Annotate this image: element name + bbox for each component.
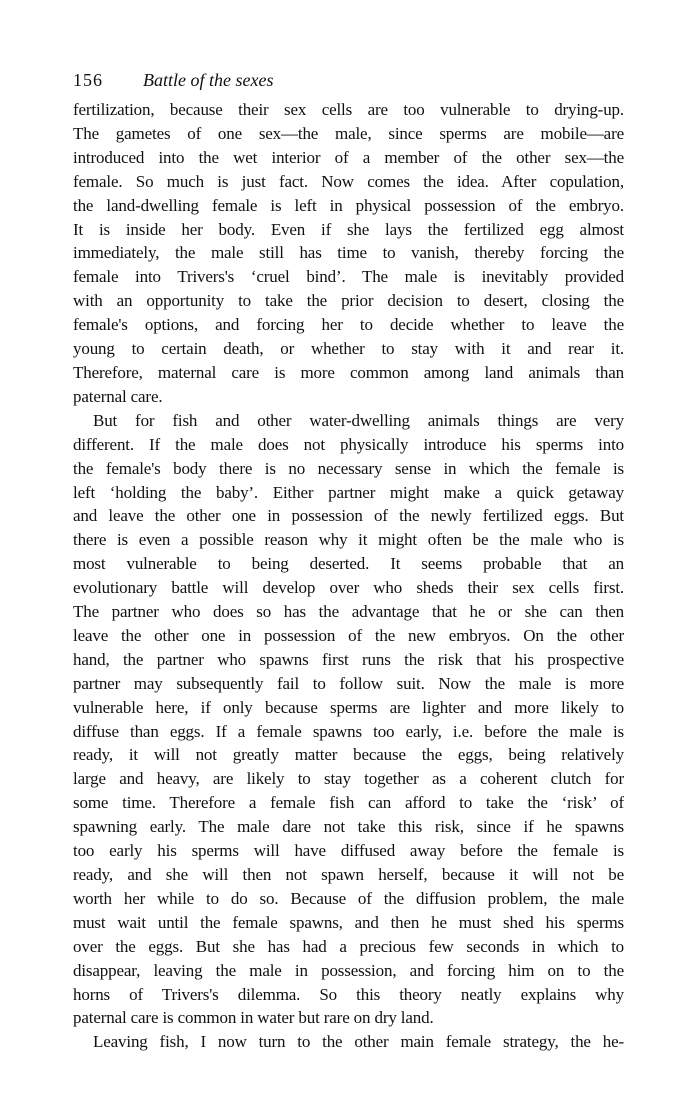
text-line: with an opportunity to take the prior decision to desert, closing the	[73, 291, 624, 311]
text-line: disappear, leaving the male in possession, and forcing him on to the	[73, 960, 624, 980]
running-head	[73, 68, 624, 98]
text-line: the land-dwelling female is left in physical possession of the embryo.	[73, 195, 624, 215]
text-line: leave the other one in possession of the new embryos. On the other	[73, 625, 624, 645]
text-line: ready, it will not greatly matter because the eggs, being relatively	[73, 745, 624, 765]
text-line: young to certain death, or whether to stay with it and rear it.	[73, 339, 624, 359]
text-line: evolutionary battle will develop over who sheds their sex cells first.	[73, 578, 624, 598]
book-page	[73, 68, 624, 1054]
paragraph	[73, 98, 624, 409]
text-line: there is even a possible reason why it might often be the male who is	[73, 530, 624, 550]
text-line: over the eggs. But she has had a precious few seconds in which to	[73, 936, 624, 956]
text-line: left ‘holding the baby’. Either partner might make a quick getaway	[73, 482, 624, 502]
text-line: female. So much is just fact. Now comes the idea. After copulation,	[73, 171, 624, 191]
text-line: and leave the other one in possession of the newly fertilized eggs. But	[73, 506, 624, 526]
text-line: horns of Trivers's dilemma. So this theory neatly explains why	[73, 984, 624, 1004]
running-title: Battle of the sexes	[143, 70, 274, 90]
text-line: vulnerable here, if only because sperms are lighter and more likely to	[73, 697, 624, 717]
text-line: female into Trivers's ‘cruel bind’. The male is inevitably provided	[73, 267, 624, 287]
text-line: fertilization, because their sex cells are too vulnerable to drying-up.	[73, 100, 624, 119]
text-line: hand, the partner who spawns first runs the risk that his prospective	[73, 649, 624, 669]
body-text	[73, 98, 624, 1054]
text-line: diffuse than eggs. If a female spawns too early, i.e. before the male is	[73, 721, 624, 741]
text-line: Leaving fish, I now turn to the other main female strategy, the he-	[93, 1032, 624, 1052]
text-line: ready, and she will then not spawn herself, because it will not be	[73, 865, 624, 884]
paragraph	[73, 1030, 624, 1054]
text-line: partner may subsequently fail to follow suit. Now the male is more	[73, 673, 624, 693]
text-line: immediately, the male still has time to vanish, thereby forcing the	[73, 243, 624, 263]
text-line: worth her while to do so. Because of the diffusion problem, the male	[73, 888, 624, 908]
text-line: But for fish and other water-dwelling animals things are very	[93, 410, 624, 430]
text-line: paternal care is common in water but rare on dry land.	[73, 1008, 434, 1028]
text-line: It is inside her body. Even if she lays the fertilized egg almost	[73, 219, 624, 239]
text-line: spawning early. The male dare not take this risk, since if he spawns	[73, 817, 624, 837]
paragraph	[73, 409, 624, 1031]
text-line: large and heavy, are likely to stay together as a coherent clutch for	[73, 769, 624, 789]
text-line: female's options, and forcing her to decide whether to leave the	[73, 315, 624, 335]
text-line: introduced into the wet interior of a member of the other sex—the	[73, 147, 624, 167]
text-line: different. If the male does not physically introduce his sperms into	[73, 434, 624, 454]
text-line: some time. Therefore a female fish can afford to take the ‘risk’ of	[73, 793, 624, 813]
text-line: The partner who does so has the advantage that he or she can then	[73, 602, 624, 622]
text-line: too early his sperms will have diffused away before the female is	[73, 841, 624, 861]
text-line: Therefore, maternal care is more common among land animals than	[73, 362, 624, 382]
text-line: most vulnerable to being deserted. It seems probable that an	[73, 554, 624, 574]
text-line: paternal care.	[73, 386, 163, 406]
text-line: The gametes of one sex—the male, since sperms are mobile—are	[73, 123, 624, 143]
text-line: the female's body there is no necessary sense in which the female is	[73, 458, 624, 478]
text-line: must wait until the female spawns, and then he must shed his sperms	[73, 912, 624, 932]
page-number: 156	[73, 70, 103, 90]
